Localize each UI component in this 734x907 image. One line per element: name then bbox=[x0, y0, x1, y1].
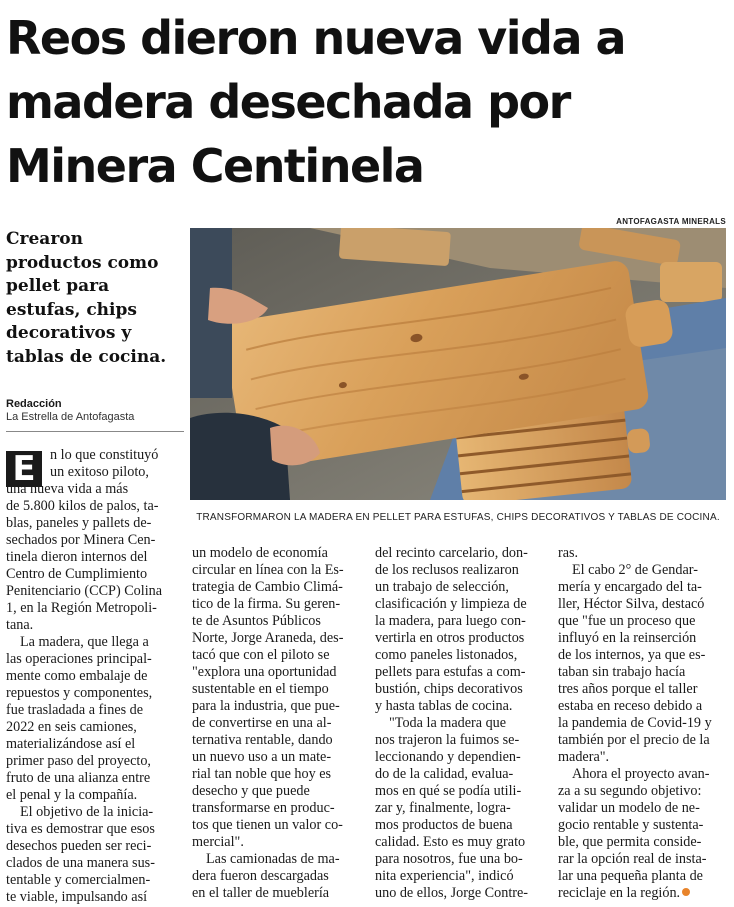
text-line: madera". bbox=[558, 749, 610, 765]
text-line: nita experiencia", indicó bbox=[375, 868, 514, 884]
headline bbox=[6, 6, 728, 198]
text-line: de los reclusos realizaron bbox=[375, 562, 519, 578]
text-line: de 5.800 kilos de palos, ta- bbox=[6, 498, 159, 514]
text-line: leccionando y dependien- bbox=[375, 749, 521, 765]
text-line: estaba en receso debido a bbox=[558, 698, 703, 714]
text-line: del recinto carcelario, don- bbox=[375, 545, 528, 561]
text-line: calidad. Esto es muy grato bbox=[375, 834, 526, 850]
subheadline-line: productos como bbox=[6, 252, 159, 273]
text-line: clasificación y limpieza de bbox=[375, 596, 527, 612]
text-line: do de la calidad, evalua- bbox=[375, 766, 514, 782]
text-line: un nuevo uso a un mate- bbox=[192, 749, 332, 765]
wood-boards-photo bbox=[190, 228, 726, 500]
text-line: Ahora el proyecto avan- bbox=[572, 766, 710, 782]
text-line: ble, que permita conside- bbox=[558, 834, 702, 850]
text-line: un exitoso piloto, bbox=[50, 464, 149, 480]
text-line: tos que tienen un valor co- bbox=[192, 817, 343, 833]
text-line: tiva es demostrar que esos bbox=[6, 821, 155, 837]
text-line: lar una pequeña planta de bbox=[558, 868, 703, 884]
text-line: gocio rentable y sustenta- bbox=[558, 817, 704, 833]
body-column-4 bbox=[558, 545, 728, 902]
text-line: Las camionadas de ma- bbox=[206, 851, 340, 867]
text-line: bustión, chips decorativos bbox=[375, 681, 523, 697]
text-line: El cabo 2° de Gendar- bbox=[572, 562, 698, 578]
text-line: desecho y que puede bbox=[192, 783, 310, 799]
text-line: mente como embalaje de bbox=[6, 668, 148, 684]
text-line: repuestos y componentes, bbox=[6, 685, 153, 701]
article-photo bbox=[190, 228, 726, 500]
body-column-3 bbox=[375, 545, 551, 902]
text-line: para la industria, que pue- bbox=[192, 698, 340, 714]
text-line: dera fueron descargadas bbox=[192, 868, 329, 884]
text-line: la pandemia de Covid-19 y bbox=[558, 715, 712, 731]
text-line: rial tan noble que hoy es bbox=[192, 766, 332, 782]
photo-caption: TRANSFORMARON LA MADERA EN PELLET PARA ESTUFAS, CHIPS DECORATIVOS Y TABLAS DE COCINA. bbox=[196, 512, 720, 523]
end-mark-icon bbox=[682, 888, 690, 896]
headline-line: Reos dieron nueva vida a bbox=[6, 11, 626, 65]
text-line: circular en línea con la Es- bbox=[192, 562, 344, 578]
text-line: y hasta tablas de cocina. bbox=[375, 698, 513, 714]
text-line: un modelo de economía bbox=[192, 545, 328, 561]
text-line: reciclaje en la región. bbox=[558, 885, 728, 902]
text-line: te de Asuntos Públicos bbox=[192, 613, 321, 629]
divider bbox=[6, 431, 184, 432]
body-column-2 bbox=[192, 545, 368, 902]
author-name: Redacción bbox=[6, 398, 62, 410]
author-organization: La Estrella de Antofagasta bbox=[6, 411, 135, 423]
text-line: las operaciones principal- bbox=[6, 651, 152, 667]
text-line: ternativa rentable, dando bbox=[192, 732, 333, 748]
text-line: Centro de Cumplimiento bbox=[6, 566, 148, 582]
text-line: sustentable en el tiempo bbox=[192, 681, 329, 697]
subheadline-line: estufas, chips bbox=[6, 299, 137, 320]
text-line: 1, en la Región Metropoli- bbox=[6, 600, 157, 616]
text-line: trategia de Cambio Climá- bbox=[192, 579, 343, 595]
text-line: mería y encargado del ta- bbox=[558, 579, 702, 595]
text-line: vertirla en otros productos bbox=[375, 630, 525, 646]
headline-line: Minera Centinela bbox=[6, 139, 424, 193]
text-line: blas, paneles y pallets de- bbox=[6, 515, 152, 531]
text-line: un trabajo de selección, bbox=[375, 579, 509, 595]
subheadline-line: pellet para bbox=[6, 276, 110, 296]
text-line: taban sin trabajo hacía bbox=[558, 664, 686, 680]
text-line: Penitenciario (CCP) Colina bbox=[6, 583, 163, 599]
text-line: primer paso del proyecto, bbox=[6, 753, 151, 769]
text-line: ller, Héctor Silva, destacó bbox=[558, 596, 705, 612]
text-line: el penal y la compañía. bbox=[6, 787, 138, 803]
text-line: una nueva vida a más bbox=[6, 481, 129, 497]
text-line: de convertirse en una al- bbox=[192, 715, 332, 731]
text-line: tres años porque el taller bbox=[558, 681, 698, 697]
text-line: tentable y comercialmen- bbox=[6, 872, 151, 888]
text-line: fue trasladada a fines de bbox=[6, 702, 144, 718]
text-line: que "fue un proceso que bbox=[558, 613, 696, 629]
text-line: sechados por Minera Cen- bbox=[6, 532, 156, 548]
text-line: tinela dieron internos del bbox=[6, 549, 148, 565]
text-line: zar y, finalmente, logra- bbox=[375, 800, 511, 816]
text-line: 2022 en seis camiones, bbox=[6, 719, 137, 735]
drop-cap: E bbox=[6, 451, 42, 487]
text-line: mercial". bbox=[192, 834, 244, 850]
text-line: pellets para estufas a com- bbox=[375, 664, 526, 680]
text-line: como paneles listonados, bbox=[375, 647, 518, 663]
text-line: mos en qué se podía utili- bbox=[375, 783, 522, 799]
text-line: La madera, que llega a bbox=[20, 634, 149, 650]
text-line: rar la opción real de insta- bbox=[558, 851, 707, 867]
text-line: fruto de una alianza entre bbox=[6, 770, 151, 786]
subheadline-line: tablas de cocina. bbox=[6, 346, 167, 367]
text-line: Norte, Jorge Araneda, des- bbox=[192, 630, 344, 646]
text-line: n lo que constituyó bbox=[50, 447, 159, 463]
text-line: tico de la firma. Su geren- bbox=[192, 596, 341, 612]
text-line: materializándose así el bbox=[6, 736, 136, 752]
text-line: influyó en la reinserción bbox=[558, 630, 697, 646]
body-column-1 bbox=[6, 447, 184, 906]
text-line: en el taller de mueblería bbox=[192, 885, 330, 901]
text-line: validar un modelo de ne- bbox=[558, 800, 700, 816]
photo-credit: ANTOFAGASTA MINERALS bbox=[616, 217, 726, 226]
text-line: para nosotros, fue una bo- bbox=[375, 851, 523, 867]
byline bbox=[6, 398, 134, 424]
text-line: clados de una manera sus- bbox=[6, 855, 155, 871]
text-line: la madera, para luego con- bbox=[375, 613, 526, 629]
text-line: también por el precio de la bbox=[558, 732, 710, 748]
text-line: de los internos, ya que es- bbox=[558, 647, 706, 663]
text-line: tana. bbox=[6, 617, 34, 633]
subheadline bbox=[6, 228, 186, 369]
text-line: te viable, impulsando así bbox=[6, 889, 148, 905]
text-line: transformarse en produc- bbox=[192, 800, 335, 816]
text-line: "Toda la madera que bbox=[389, 715, 507, 731]
headline-line: madera desechada por bbox=[6, 75, 570, 129]
text-line: nos trajeron la fuimos se- bbox=[375, 732, 520, 748]
text-line: tacó que con el piloto se bbox=[192, 647, 330, 663]
subheadline-line: decorativos y bbox=[6, 323, 132, 343]
text-line: mos productos de buena bbox=[375, 817, 513, 833]
text-line: El objetivo de la inicia- bbox=[20, 804, 154, 820]
subheadline-line: Crearon bbox=[6, 229, 83, 249]
text-line: za a su segundo objetivo: bbox=[558, 783, 702, 799]
text-line: "explora una oportunidad bbox=[192, 664, 337, 680]
text-line: ras. bbox=[558, 545, 579, 561]
text-line: uno de ellos, Jorge Contre- bbox=[375, 885, 529, 901]
text-line: desechos pueden ser reci- bbox=[6, 838, 152, 854]
